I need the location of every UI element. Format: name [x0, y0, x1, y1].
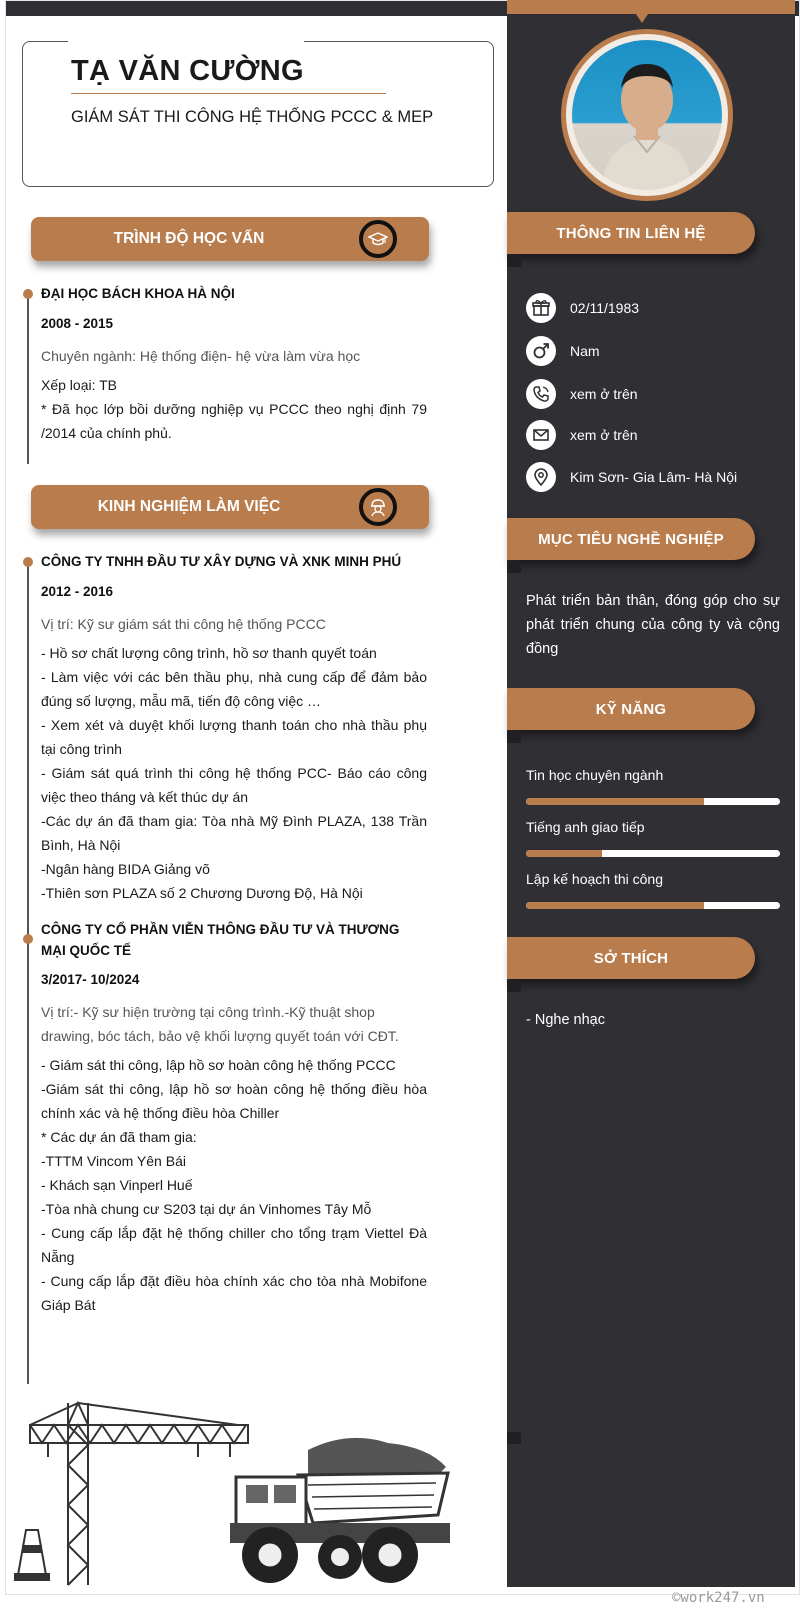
company-name: CÔNG TY CỔ PHẦN VIỄN THÔNG ĐẦU TƯ VÀ THƯƠNG MẠI QUỐC TẾ — [41, 922, 400, 958]
profile-photo — [561, 29, 733, 201]
title-tab-decoration — [507, 731, 521, 743]
job-detail: - Cung cấp lắp đặt điều hòa chính xác cho tòa nhà Mobifone Giáp Bát — [41, 1273, 427, 1313]
skill-bar — [526, 850, 780, 857]
tower-crane-icon — [30, 1403, 248, 1585]
contact-item-birthday — [526, 293, 639, 323]
skill-bar-fill — [526, 902, 704, 909]
skill-bar-fill — [526, 798, 704, 805]
skill-name: Tin học chuyên ngành — [526, 767, 664, 783]
gift-icon — [526, 293, 556, 323]
company-name: CÔNG TY TNHH ĐẦU TƯ XÂY DỰNG VÀ XNK MINH PHÚ — [41, 554, 402, 569]
experience-timeline — [27, 561, 29, 1384]
phone-icon — [526, 379, 556, 409]
email-text: xem ở trên — [570, 427, 638, 443]
education-major: Chuyên ngành: Hệ thống điện- hệ vừa làm vừa học — [41, 348, 361, 364]
job-detail: -Thiên sơn PLAZA số 2 Chương Dương Độ, Hà Nội — [41, 885, 363, 901]
contact-section-title: THÔNG TIN LIÊN HỆ — [507, 212, 755, 254]
education-timeline — [27, 289, 29, 464]
skill-name: Tiếng anh giao tiếp — [526, 819, 645, 835]
birthday-text: 02/11/1983 — [570, 300, 640, 316]
construction-illustration — [8, 1395, 468, 1590]
title-tab-decoration — [507, 980, 521, 992]
gender-text: Nam — [570, 343, 600, 359]
job-period: 3/2017- 10/2024 — [41, 972, 140, 987]
portrait-image — [572, 40, 722, 190]
contact-item-email — [526, 420, 638, 450]
job-detail: - Giám sát thi công, lập hồ sơ hoàn công hệ thống PCCC — [41, 1057, 396, 1073]
hobbies-section-title: SỞ THÍCH — [507, 937, 755, 979]
hobby-item: - Nghe nhạc — [526, 1012, 605, 1028]
gender-icon — [526, 336, 556, 366]
job-detail: - Xem xét và duyệt khối lượng thanh toán cho nhà thầu phụ tại công trình — [41, 717, 427, 757]
title-tab-decoration — [507, 1432, 521, 1444]
experience-section-header — [31, 485, 429, 529]
sidebar-accent-bar — [507, 0, 795, 14]
name-card-gap — [68, 36, 304, 46]
skill-bar — [526, 798, 780, 805]
watermark: ©work247.vn — [672, 1590, 765, 1606]
education-detail: * Đã học lớp bồi dưỡng nghiệp vụ PCCC theo nghị định 79 /2014 của chính phủ. — [41, 401, 427, 441]
job-title: GIÁM SÁT THI CÔNG HỆ THỐNG PCCC & MEP — [71, 108, 434, 126]
worker-icon — [359, 488, 397, 526]
job-detail: - Cung cấp lắp đặt hệ thống chiller cho tổng trạm Viettel Đà Nẵng — [41, 1225, 427, 1265]
graduation-cap-icon — [359, 220, 397, 258]
job-detail: -Tòa nhà chung cư S203 tại dự án Vinhomes Tây Mỗ — [41, 1201, 372, 1217]
job-period: 2012 - 2016 — [41, 584, 114, 599]
job-detail: -Các dự án đã tham gia: Tòa nhà Mỹ Đình PLAZA, 138 Trần Bình, Hà Nội — [41, 813, 427, 853]
education-section-header — [31, 217, 429, 261]
dump-truck-icon — [230, 1438, 450, 1583]
phone-text: xem ở trên — [570, 386, 638, 402]
traffic-cone-icon — [14, 1530, 50, 1581]
timeline-dot — [23, 557, 33, 567]
skill-bar-fill — [526, 850, 602, 857]
title-tab-decoration — [507, 255, 521, 267]
timeline-dot — [23, 934, 33, 944]
education-section-title: TRÌNH ĐỘ HỌC VẤN — [113, 230, 265, 247]
skills-section-title: KỸ NĂNG — [507, 688, 755, 730]
education-detail: Xếp loại: TB — [41, 377, 118, 393]
address-text: Kim Sơn- Gia Lâm- Hà Nội — [570, 469, 738, 485]
contact-item-phone — [526, 379, 638, 409]
job-position: Vị trí: Kỹ sư giám sát thi công hệ thống PCCC — [41, 616, 326, 632]
person-silhouette — [572, 40, 722, 190]
education-period: 2008 - 2015 — [41, 316, 114, 331]
job-detail: - Khách sạn Vinperl Huế — [41, 1177, 193, 1193]
name-underline — [71, 93, 386, 94]
job-detail: * Các dự án đã tham gia: — [41, 1129, 197, 1145]
job-detail: - Làm việc với các bên thầu phụ, nhà cung cấp để đảm bảo đúng số lượng, mẫu mã, tiến độ công việc … — [41, 669, 427, 709]
experience-section-title: KINH NGHIỆM LÀM VIỆC — [97, 498, 281, 515]
full-name: TẠ VĂN CƯỜNG — [71, 55, 304, 87]
job-detail: - Giám sát quá trình thi công hệ thống PCC- Báo cáo công việc theo tháng và kết thúc dự án — [41, 765, 427, 805]
contact-item-address — [526, 462, 737, 492]
job-detail: - Hồ sơ chất lượng công trình, hồ sơ thanh quyết toán — [41, 645, 377, 661]
job-detail: -Giám sát thi công, lập hồ sơ hoàn công hệ thống điều hòa chính xác và hệ thống điều hòa Chiller — [41, 1081, 427, 1121]
job-position: Vị trí:- Kỹ sư hiện trường tại công trình.-Kỹ thuật shop drawing, bóc tách, bảo vệ khối lượng quyết toán với CĐT. — [41, 1004, 399, 1044]
objective-text: Phát triển bản thân, đóng góp cho sự phát triển chung của công ty và cộng đồng — [526, 593, 780, 657]
title-tab-decoration — [507, 561, 521, 573]
sidebar-notch — [636, 14, 648, 23]
school-name: ĐẠI HỌC BÁCH KHOA HÀ NỘI — [41, 286, 235, 301]
timeline-dot — [23, 289, 33, 299]
skill-name: Lập kế hoạch thi công — [526, 871, 663, 887]
contact-item-gender — [526, 336, 600, 366]
email-icon — [526, 420, 556, 450]
skill-bar — [526, 902, 780, 909]
location-pin-icon — [526, 462, 556, 492]
objective-section-title: MỤC TIÊU NGHỀ NGHIỆP — [507, 518, 755, 560]
job-detail: -TTTM Vincom Yên Bái — [41, 1153, 186, 1169]
job-detail: -Ngân hàng BIDA Giảng võ — [41, 861, 210, 877]
